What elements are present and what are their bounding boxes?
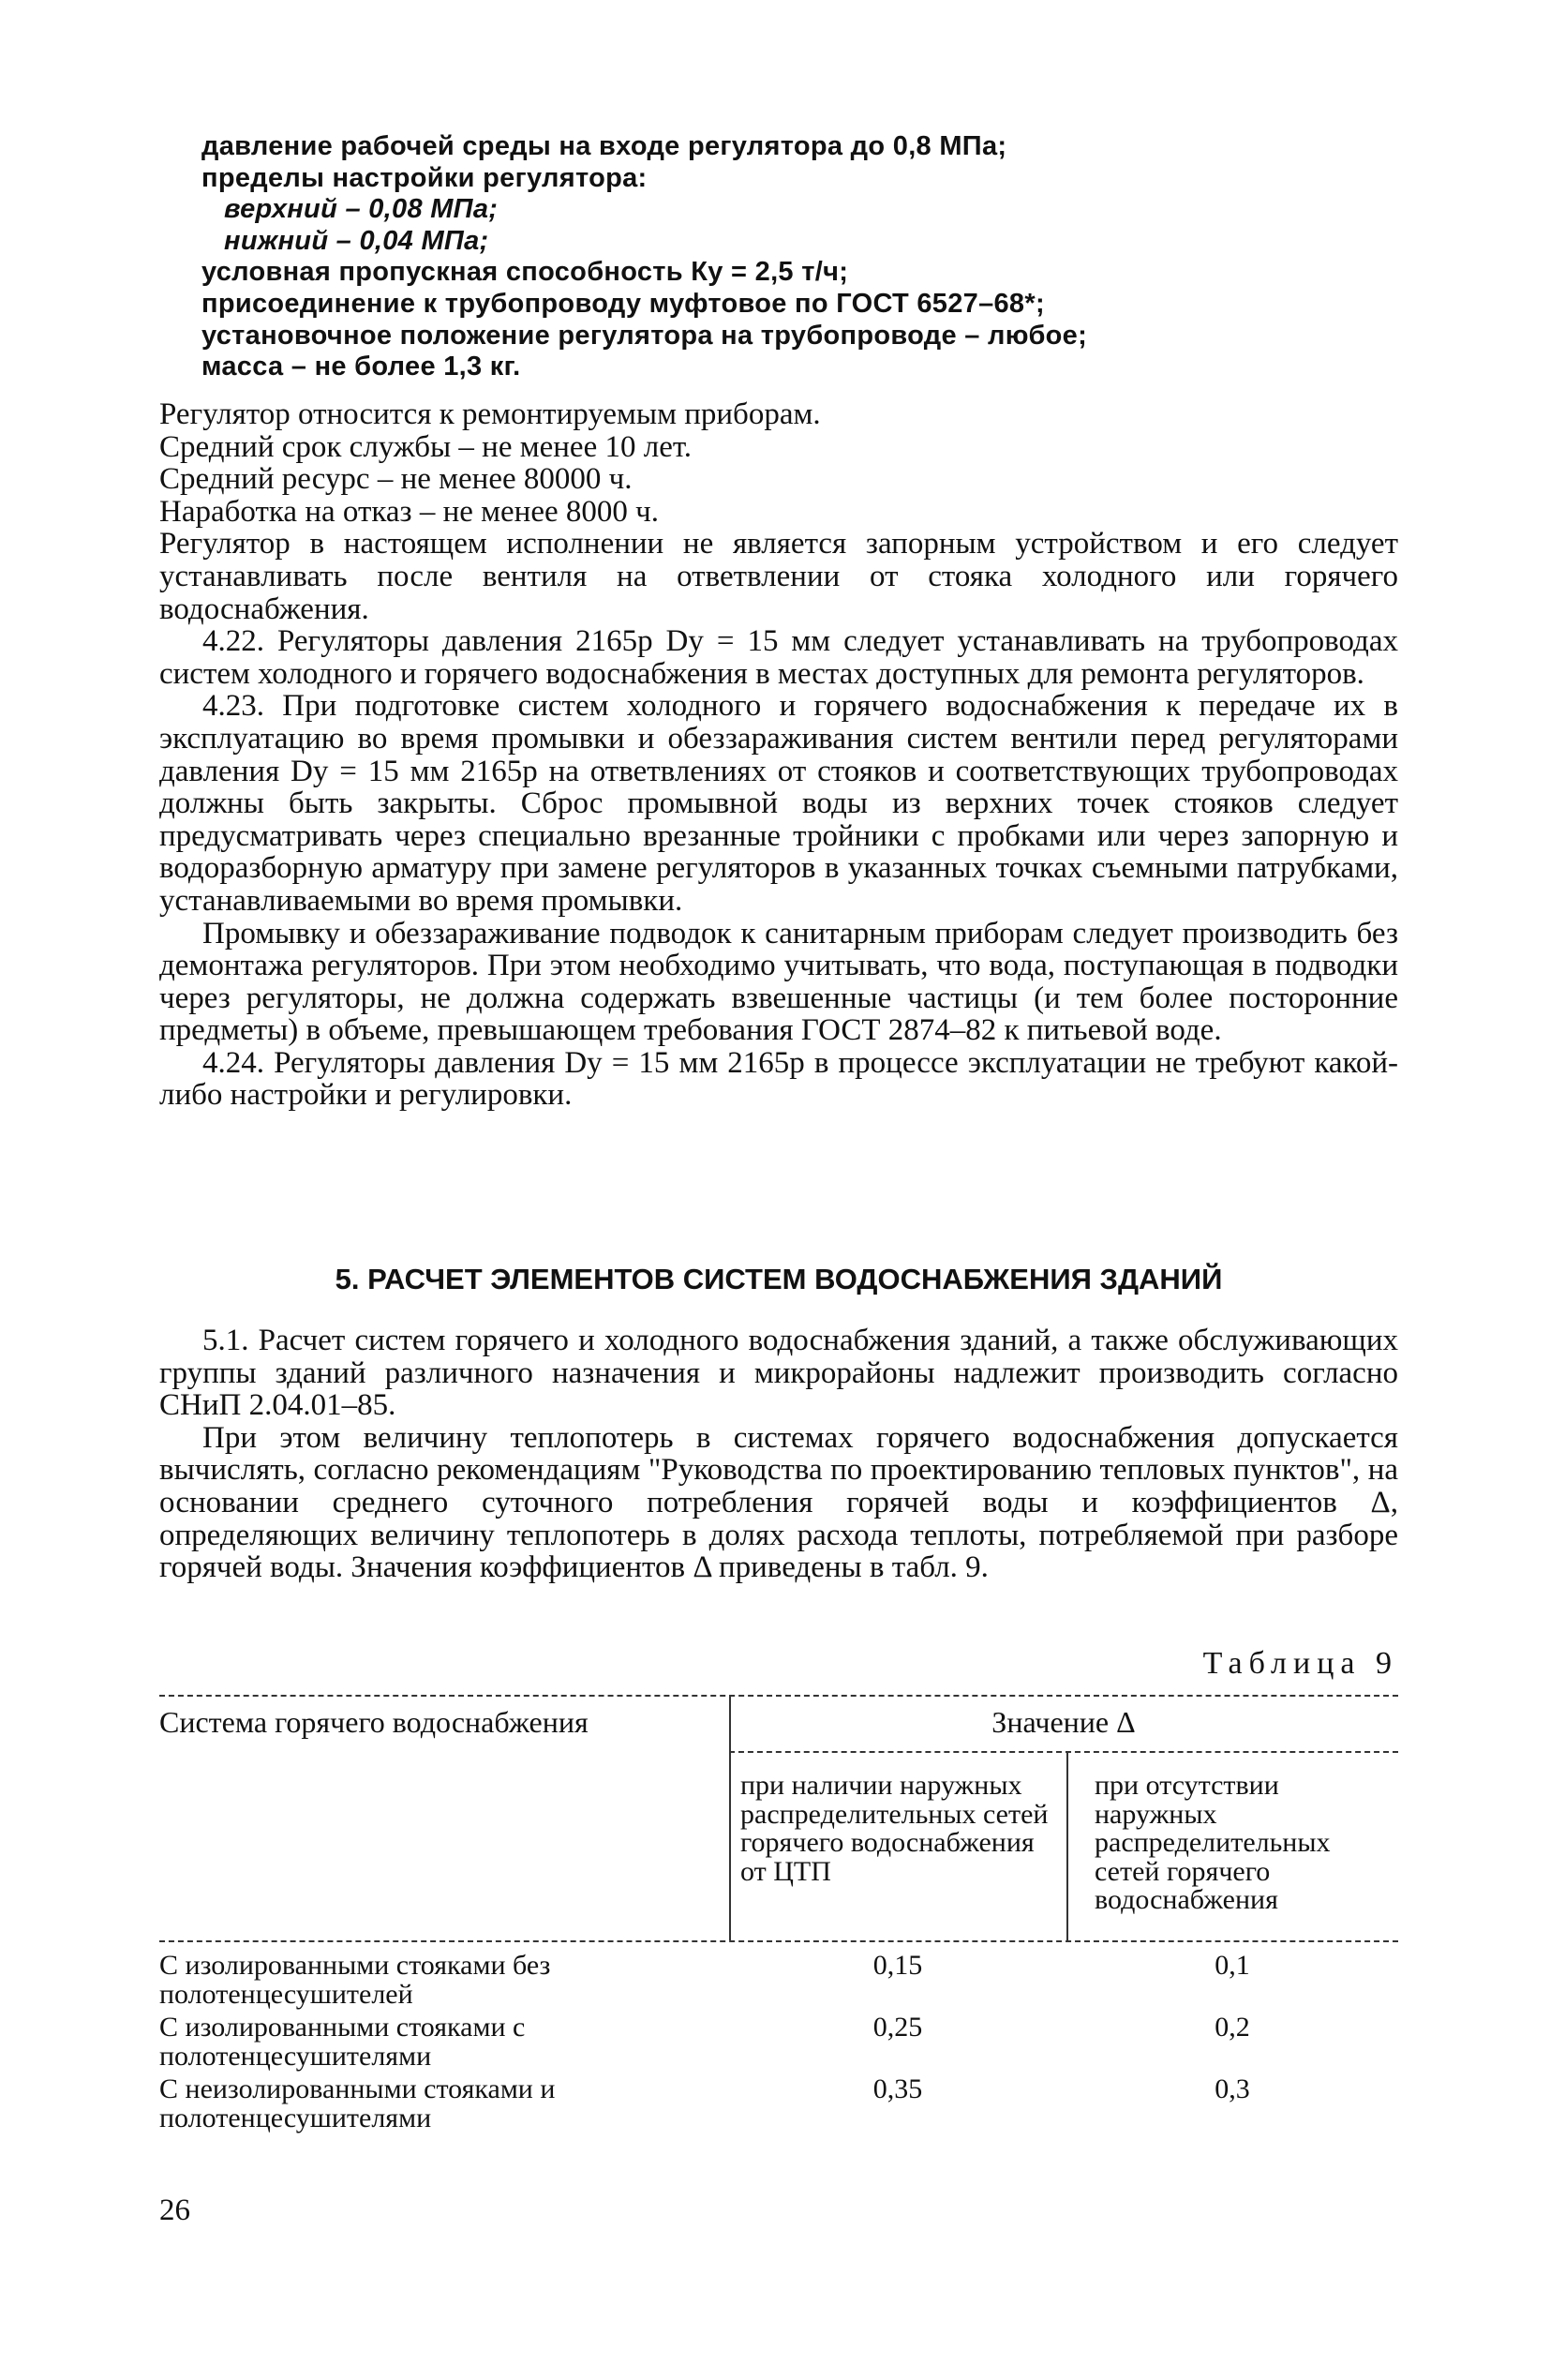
row-system: С изолированными стояками с полотенцесушителями [159, 2012, 526, 2072]
spec-line: давление рабочей среды на входе регулятора до 0,8 МПа; [201, 131, 1007, 161]
clause-5-1: 5.1. Расчет систем горячего и холодного водоснабжения зданий, а также обслуживающих группы зданий различного назначения и микрорайоны надлежит производить согласно СНиП 2.04.01–85. [159, 1324, 1398, 1423]
subheader-with-networks: при наличии наружных распределительных сетей горячего водоснабжения от ЦТП [740, 1770, 1049, 1887]
row-value-with: 0,25 [872, 2012, 923, 2043]
group-header-delta: Значение Δ [991, 1705, 1136, 1739]
paragraph: Средний ресурс – не менее 80000 ч. [159, 462, 633, 497]
row-system: С неизолированными стояками и полотенцесушителями [159, 2073, 556, 2133]
paragraph: Средний срок службы – не менее 10 лет. [159, 429, 693, 464]
spec-line: условная пропускная способность Ку = 2,5 т/ч; [201, 257, 849, 288]
spec-line: установочное положение регулятора на трубопроводе – любое; [201, 320, 1088, 351]
body-text [159, 398, 1398, 1112]
table-caption: Таблица 9 [1202, 1646, 1398, 1681]
table-rule-group [729, 1751, 1398, 1753]
paragraph: Промывку и обеззараживание подводок к санитарным приборам следует производить без демонтажа регуляторов. При этом необходимо учитывать, что вода, поступающая в подводки через регуляторы, не должна содержать взвешенные частицы (и тем более посторонние предметы) в объеме, превышающем требования ГОСТ 2874–82 к питьевой воде. [159, 916, 1398, 1048]
spec-line: нижний – 0,04 МПа; [224, 225, 489, 256]
row-value-with: 0,35 [872, 2073, 923, 2104]
paragraph: Регулятор в настоящем исполнении не является запорным устройством и его следует устанавливать после вентиля на ответвлении от стояка холодного или горячего водоснабжения. [159, 527, 1398, 626]
spec-line: пределы настройки регулятора: [201, 162, 648, 193]
regulator-specs [201, 131, 1401, 383]
paragraph: Регулятор относится к ремонтируемым приборам. [159, 397, 821, 431]
clause-4-23: 4.23. При подготовке систем холодного и горячего водоснабжения к передаче их в эксплуатацию во время промывки и обеззараживания систем вентили перед регуляторами давления Dу = 15 мм 2165р на ответвлениях от стояков и соответствующих трубопроводах должны быть закрыты. Сброс промывной воды из верхних точек стояков следует предусматривать через специально врезанные тройники с пробками или через запорную и водоразборную арматуру при замене регуляторов в указанных точках съемными патрубками, устанавливаемыми во время промывки. [159, 689, 1398, 918]
section-heading: 5. РАСЧЕТ ЭЛЕМЕНТОВ СИСТЕМ ВОДОСНАБЖЕНИЯ ЗДАНИЙ [335, 1263, 1223, 1295]
table-rule-header [159, 1940, 1398, 1942]
section-5-text [159, 1325, 1398, 1584]
column-header-system: Система горячего водоснабжения [159, 1705, 589, 1739]
spec-line: масса – не более 1,3 кг. [201, 352, 521, 382]
paragraph: При этом величину теплопотерь в системах горячего водоснабжения допускается вычислять, согласно рекомендациям "Руководства по проектированию тепловых пунктов", на основании среднего суточного потребления горячей воды и коэффициентов Δ, определяющих величину теплопотерь в долях расхода теплоты, потребляемой при разборе горячей воды. Значения коэффициентов Δ приведены в табл. 9. [159, 1420, 1398, 1585]
spec-line: верхний – 0,08 МПа; [224, 194, 499, 225]
subheader-without-networks: при отсутствии наружных распределительных сетей горячего водоснабжения [1095, 1770, 1331, 1915]
paragraph: Наработка на отказ – не менее 8000 ч. [159, 494, 659, 529]
table-divider [1066, 1751, 1068, 1940]
row-value-with: 0,15 [872, 1950, 923, 1981]
row-value-without: 0,2 [1215, 2012, 1250, 2043]
row-value-without: 0,3 [1215, 2073, 1250, 2104]
clause-4-24: 4.24. Регуляторы давления Dу = 15 мм 2165р в процессе эксплуатации не требуют какой-либо настройки и регулировки. [159, 1045, 1398, 1113]
row-system: С изолированными стояками без полотенцесушителей [159, 1950, 551, 2010]
row-value-without: 0,1 [1215, 1950, 1250, 1981]
clause-4-22: 4.22. Регуляторы давления 2165р Dу = 15 мм следует устанавливать на трубопроводах систем холодного и горячего водоснабжения в местах доступных для ремонта регуляторов. [159, 624, 1398, 691]
spec-line: присоединение к трубопроводу муфтовое по ГОСТ 6527–68*; [201, 288, 1045, 319]
table-rule-top [159, 1695, 1398, 1697]
page-number: 26 [159, 2193, 190, 2227]
